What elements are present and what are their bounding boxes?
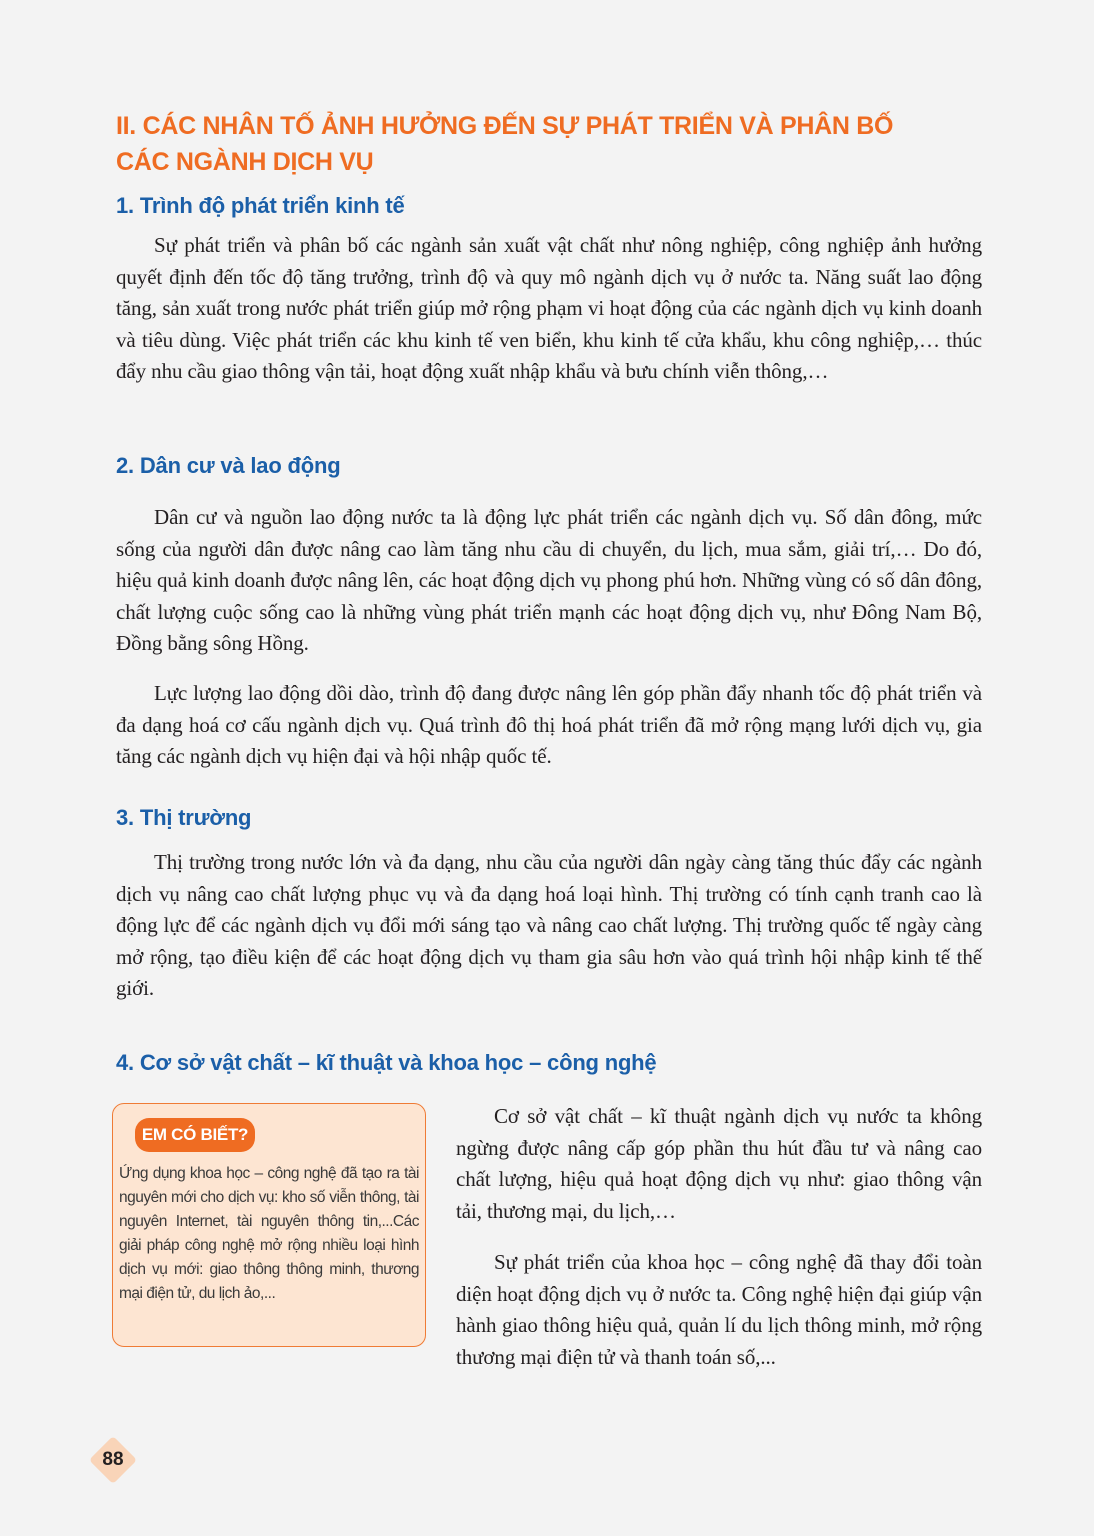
page-number: 88	[102, 1449, 124, 1470]
page-number-badge	[88, 1435, 138, 1485]
paragraph-technology: Sự phát triển của khoa học – công nghệ đã thay đổi toàn diện hoạt động dịch vụ ở nước ta. Công nghệ hiện đại giúp vận hành giao thông hiệu quả, quản lí du lịch thông minh, mở rộng thương mại điện tử và thanh toán số,...	[456, 1250, 982, 1369]
paragraph-population: Dân cư và nguồn lao động nước ta là động lực phát triển các ngành dịch vụ. Số dân đông, mức sống của người dân được nâng cao làm tăng nhu cầu di chuyển, du lịch, mua sắm, giải trí,… Do đó, hiệu quả kinh doanh được nâng lên, các hoạt động dịch vụ phong phú hơn. Những vùng có số dân đông, chất lượng cuộc sống cao là những vùng phát triển mạnh các hoạt động dịch vụ, như Đông Nam Bộ, Đồng bằng sông Hồng.	[116, 505, 982, 655]
section-title-line-2: CÁC NGÀNH DỊCH VỤ	[116, 148, 374, 176]
paragraph-infrastructure: Cơ sở vật chất – kĩ thuật ngành dịch vụ nước ta không ngừng được nâng cấp góp phần thu hút đầu tư và nâng cao chất lượng, hiệu quả hoạt động dịch vụ như: giao thông vận tải, thương mại, du lịch,…	[456, 1104, 982, 1223]
heading-market: 3. Thị trường	[116, 805, 252, 830]
section-title	[116, 108, 976, 180]
did-you-know-box	[112, 1103, 426, 1347]
heading-infrastructure-technology: 4. Cơ sở vật chất – kĩ thuật và khoa học – công nghệ	[116, 1050, 657, 1075]
paragraph-labor: Lực lượng lao động dồi dào, trình độ đang được nâng lên góp phần đẩy nhanh tốc độ phát triển và đa dạng hoá cơ cấu ngành dịch vụ. Quá trình đô thị hoá phát triển đã mở rộng mạng lưới dịch vụ, gia tăng các ngành dịch vụ hiện đại và hội nhập quốc tế.	[116, 681, 982, 768]
heading-population-labor: 2. Dân cư và lao động	[116, 453, 341, 478]
section-title-line-1: II. CÁC NHÂN TỐ ẢNH HƯỞNG ĐẾN SỰ PHÁT TRIỂN VÀ PHÂN BỐ	[116, 112, 894, 140]
paragraph-economic-development: Sự phát triển và phân bố các ngành sản xuất vật chất như nông nghiệp, công nghiệp ảnh hưởng quyết định đến tốc độ tăng trưởng, trình độ và quy mô ngành dịch vụ ở nước ta. Năng suất lao động tăng, sản xuất trong nước phát triển giúp mở rộng phạm vi hoạt động của các ngành dịch vụ kinh doanh và tiêu dùng. Việc phát triển các khu kinh tế ven biển, khu kinh tế cửa khẩu, khu công nghiệp,… thúc đẩy nhu cầu giao thông vận tải, hoạt động xuất nhập khẩu và bưu chính viễn thông,…	[116, 233, 982, 383]
paragraph-market: Thị trường trong nước lớn và đa dạng, nhu cầu của người dân ngày càng tăng thúc đẩy các ngành dịch vụ nâng cao chất lượng phục vụ và đa dạng hoá loại hình. Thị trường có tính cạnh tranh cao là động lực để các ngành dịch vụ đổi mới sáng tạo và nâng cao chất lượng. Thị trường quốc tế ngày càng mở rộng, tạo điều kiện để các hoạt động dịch vụ tham gia sâu hơn vào quá trình hội nhập kinh tế thế giới.	[116, 850, 982, 1000]
did-you-know-label: EM CÓ BIẾT?	[135, 1118, 255, 1152]
heading-economic-development: 1. Trình độ phát triển kinh tế	[116, 193, 405, 218]
did-you-know-text: Ứng dụng khoa học – công nghệ đã tạo ra tài nguyên mới cho dịch vụ: kho số viễn thông, tài nguyên Internet, tài nguyên thông tin,...Các giải pháp công nghệ mở rộng nhiều loại hình dịch vụ mới: giao thông thông minh, thương mại điện tử, du lịch ảo,...	[119, 1165, 419, 1302]
